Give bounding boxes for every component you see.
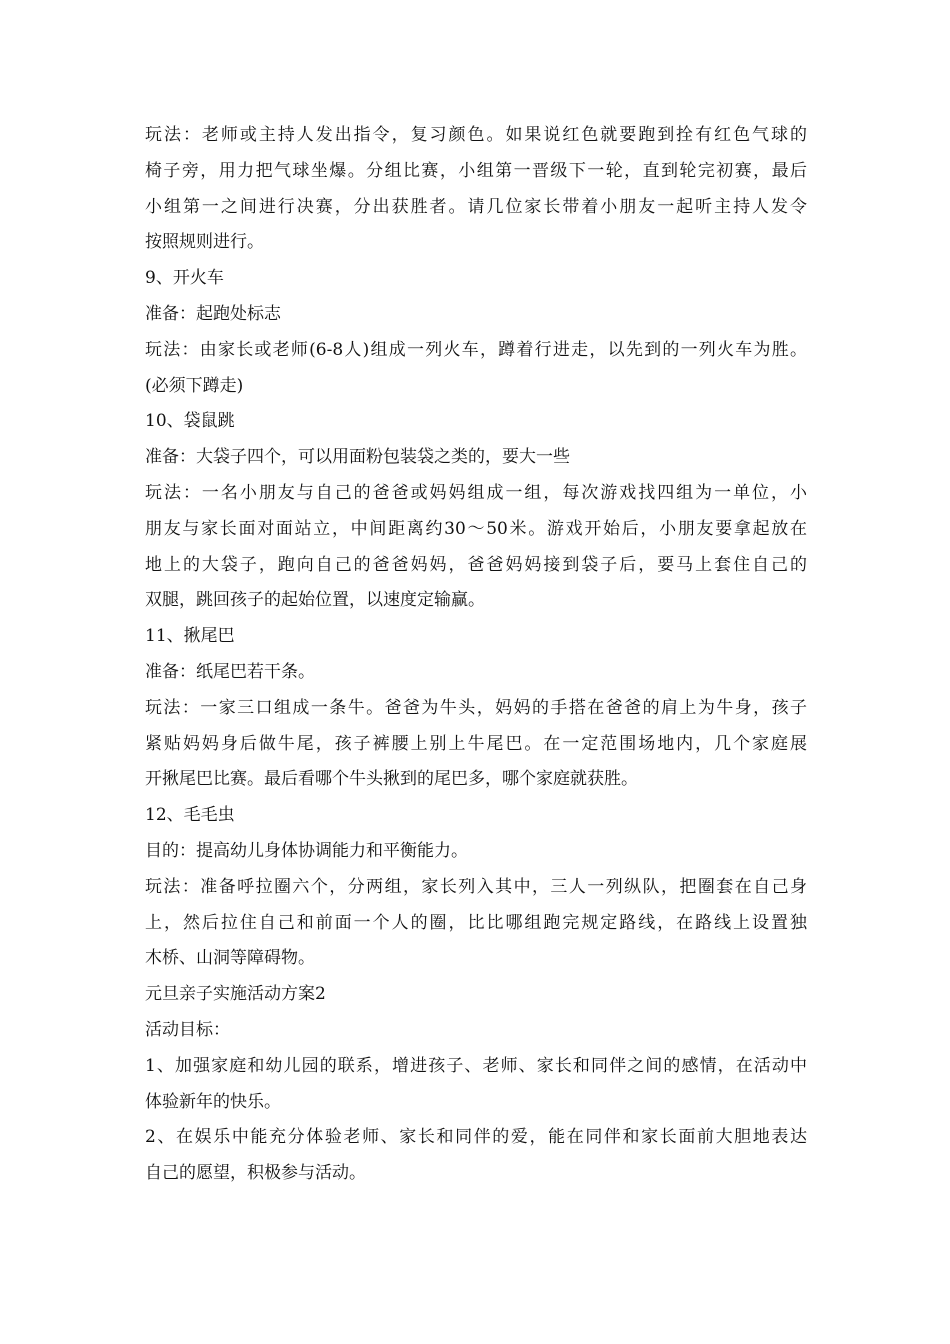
text-line-13: 地上的大袋子，跑向自己的爸爸妈妈，爸爸妈妈接到袋子后，要马上套住自己的 bbox=[145, 554, 807, 575]
text-line-3: 小组第一之间进行决赛，分出获胜者。请几位家长带着小朋友一起听主持人发令 bbox=[145, 196, 807, 217]
document-page bbox=[145, 118, 807, 1192]
text-line-7: 玩法：由家长或老师(6-8人)组成一列火车，蹲着行进走，以先到的一列火车为胜。 bbox=[145, 339, 807, 360]
text-line-22: 玩法：准备呼拉圈六个，分两组，家长列入其中，三人一列纵队，把圈套在自己身 bbox=[145, 876, 807, 897]
text-line-24: 木桥、山洞等障碍物。 bbox=[145, 948, 315, 969]
text-line-27: 1、加强家庭和幼儿园的联系，增进孩子、老师、家长和同伴之间的感情，在活动中 bbox=[145, 1055, 807, 1076]
text-line-18: 紧贴妈妈身后做牛尾，孩子裤腰上别上牛尾巴。在一定范围场地内，几个家庭展 bbox=[145, 733, 807, 754]
text-line-14: 双腿，跳回孩子的起始位置，以速度定输赢。 bbox=[145, 590, 485, 611]
text-line-8: (必须下蹲走) bbox=[145, 375, 244, 396]
text-line-21: 目的：提高幼儿身体协调能力和平衡能力。 bbox=[145, 840, 468, 861]
section-heading-9: 9、开火车 bbox=[145, 268, 224, 289]
text-line-23: 上，然后拉住自己和前面一个人的圈，比比哪组跑完规定路线，在路线上设置独 bbox=[145, 912, 807, 933]
plan-title-2: 元旦亲子实施活动方案2 bbox=[145, 984, 326, 1005]
text-line-2: 椅子旁，用力把气球坐爆。分组比赛，小组第一晋级下一轮，直到轮完初赛，最后 bbox=[145, 160, 807, 181]
section-heading-12: 12、毛毛虫 bbox=[145, 805, 235, 826]
text-line-30: 自己的愿望，积极参与活动。 bbox=[145, 1163, 366, 1184]
text-line-16: 准备：纸尾巴若干条。 bbox=[145, 661, 315, 682]
text-line-29: 2、在娱乐中能充分体验老师、家长和同伴的爱，能在同伴和家长面前大胆地表达 bbox=[145, 1127, 807, 1148]
text-line-12: 朋友与家长面对面站立，中间距离约30～50米。游戏开始后，小朋友要拿起放在 bbox=[145, 518, 807, 539]
text-line-4: 按照规则进行。 bbox=[145, 232, 264, 253]
text-line-1: 玩法：老师或主持人发出指令，复习颜色。如果说红色就要跑到拴有红色气球的 bbox=[145, 125, 807, 145]
text-line-17: 玩法：一家三口组成一条牛。爸爸为牛头，妈妈的手搭在爸爸的肩上为牛身，孩子 bbox=[145, 697, 807, 718]
text-line-11: 玩法：一名小朋友与自己的爸爸或妈妈组成一组，每次游戏找四组为一单位，小 bbox=[145, 482, 807, 503]
section-heading-10: 10、袋鼠跳 bbox=[145, 411, 235, 432]
text-line-10: 准备：大袋子四个，可以用面粉包装袋之类的，要大一些 bbox=[145, 447, 570, 468]
section-heading-11: 11、揪尾巴 bbox=[145, 626, 235, 647]
objectives-heading: 活动目标： bbox=[145, 1019, 230, 1040]
text-line-28: 体验新年的快乐。 bbox=[145, 1091, 281, 1112]
text-line-6: 准备：起跑处标志 bbox=[145, 303, 281, 324]
text-line-19: 开揪尾巴比赛。最后看哪个牛头揪到的尾巴多，哪个家庭就获胜。 bbox=[145, 769, 638, 790]
